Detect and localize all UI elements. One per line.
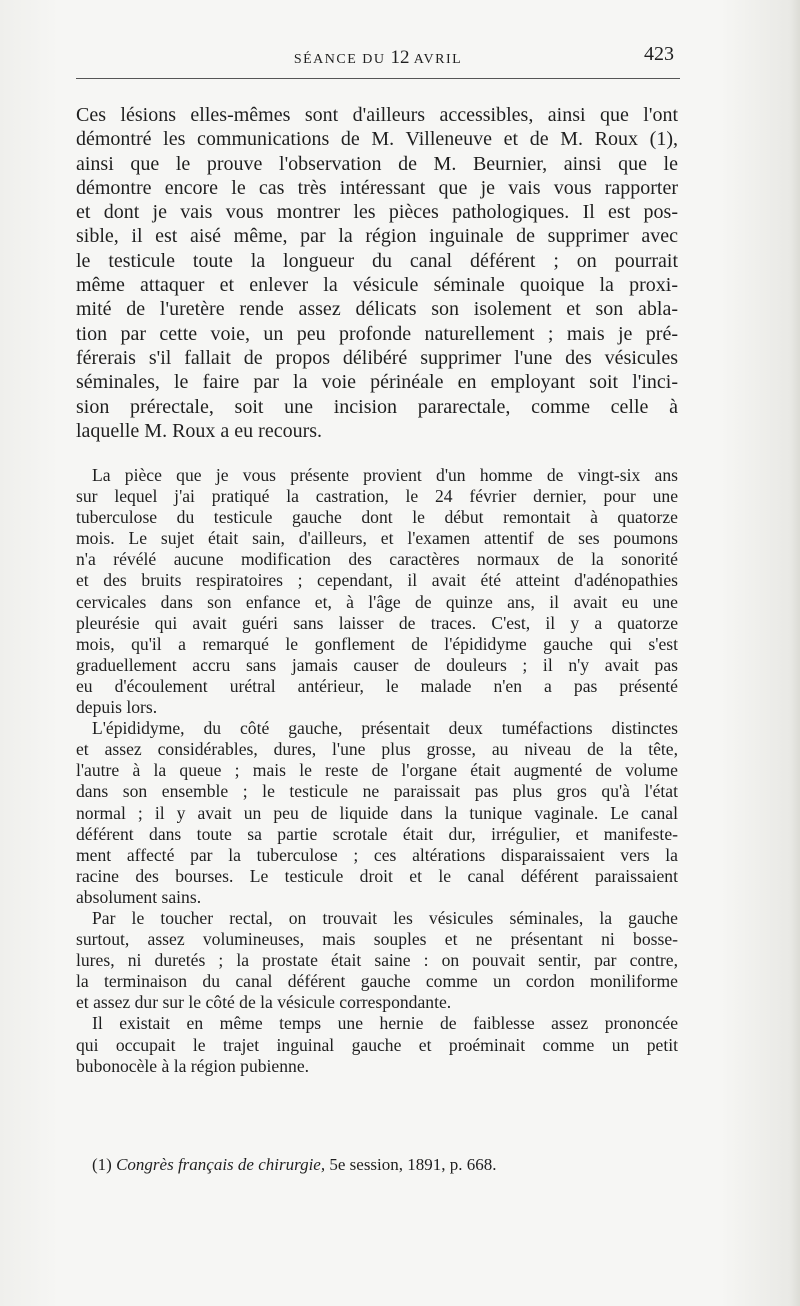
- text-line: dans son ensemble ; le testicule ne paraissait pas plus gros qu'à l'état: [76, 781, 678, 802]
- text-line: l'autre à la queue ; mais le reste de l'organe était augmenté de volume: [76, 760, 678, 781]
- text-line: sible, il est aisé même, par la région inguinale de supprimer avec: [76, 225, 678, 248]
- text-line: sion prérectale, soit une incision pararectale, comme celle à: [76, 395, 678, 418]
- text-line: L'épididyme, du côté gauche, présentait deux tuméfactions distinctes: [92, 718, 678, 739]
- text-line: normal ; il y avait un peu de liquide dans la tunique vaginale. Le canal: [76, 802, 678, 823]
- text-line: la terminaison du canal déférent gauche comme un cordon moniliforme: [76, 971, 678, 992]
- text-line: qui occupait le trajet inguinal gauche et proéminait comme un petit: [76, 1034, 678, 1055]
- footnote-title: Congrès français de chirurgie,: [116, 1155, 326, 1174]
- text-line: absolument sains.: [76, 886, 202, 907]
- text-line: et dont je vais vous montrer les pièces pathologiques. Il est pos-: [76, 201, 678, 224]
- footnote-line: [76, 1154, 678, 1176]
- text-line: même attaquer et enlever la vésicule séminale quoique la proxi-: [76, 274, 678, 297]
- header-rule: [76, 78, 680, 79]
- text-line: tion par cette voie, un peu profonde naturellement ; mais je pré-: [76, 322, 678, 345]
- text-line: Par le toucher rectal, on trouvait les vésicules séminales, la gauche: [92, 907, 678, 928]
- text-line: férerais s'il fallait de propos délibéré supprimer l'une des vésicules: [76, 346, 678, 369]
- text-line: et des bruits respiratoires ; cependant, il avait été atteint d'adénopathies: [76, 570, 678, 591]
- text-line: laquelle M. Roux a eu recours.: [76, 419, 323, 442]
- footnote-detail: 5e session, 1891, p. 668.: [329, 1155, 497, 1174]
- text-line: mois, qu'il a remarqué le gonflement de l'épididyme gauche qui s'est: [76, 633, 678, 654]
- text-line: démontre encore le cas très intéressant que je vais vous rapporter: [76, 176, 678, 199]
- text-line: Il existait en même temps une hernie de faiblesse assez prononcée: [92, 1013, 678, 1034]
- text-line: depuis lors.: [76, 697, 158, 718]
- text-line: surtout, assez volumineuses, mais souples et ne présentant ni bosse-: [76, 929, 678, 950]
- text-line: lures, ni duretés ; la prostate était saine : on pouvait sentir, par contre,: [76, 950, 678, 971]
- running-head-prefix: SÉANCE DU: [293, 52, 386, 67]
- running-head-suffix: AVRIL: [413, 52, 463, 67]
- text-line: ainsi que le prouve l'observation de M. Beurnier, ainsi que le: [76, 152, 678, 175]
- running-head-day: 12: [390, 47, 410, 68]
- text-line: mois. Le sujet était sain, d'ailleurs, et l'examen attentif de ses poumons: [76, 528, 678, 549]
- text-line: déférent dans toute sa partie scrotale était dur, irrégulier, et manifeste-: [76, 823, 678, 844]
- text-line: La pièce que je vous présente provient d'un homme de vingt-six ans: [92, 465, 678, 485]
- text-line: et assez dur sur le côté de la vésicule correspondante.: [76, 992, 452, 1013]
- text-line: bubonocèle à la région pubienne.: [76, 1055, 310, 1076]
- text-line: mité de l'uretère rende assez délicats son isolement et son abla-: [76, 298, 678, 321]
- text-line: pleurésie qui avait guéri sans laisser de traces. C'est, il y a quatorze: [76, 612, 678, 633]
- text-line: graduellement accru sans jamais causer de douleurs ; il n'y avait pas: [76, 654, 678, 675]
- text-line: sur lequel j'ai pratiqué la castration, le 24 février dernier, pour une: [76, 486, 678, 507]
- text-line: cervicales dans son enfance et, à l'âge de quinze ans, il avait eu une: [76, 591, 678, 612]
- text-line: racine des bourses. Le testicule droit et le canal déférent paraissaient: [76, 865, 678, 886]
- text-line: démontré les communications de M. Villeneuve et de M. Roux (1),: [76, 128, 678, 151]
- text-line: séminales, le faire par la voie périnéale en employant soit l'inci-: [76, 371, 678, 394]
- text-line: ment affecté par la tuberculose ; ces altérations disparaissaient vers la: [76, 844, 678, 865]
- footnote-marker: (1): [92, 1155, 112, 1174]
- page-header: [76, 43, 680, 77]
- text-line: eu d'écoulement urétral antérieur, le malade n'en a pas présenté: [76, 675, 678, 696]
- text-line: tuberculose du testicule gauche dont le début remontait à quatorze: [76, 507, 678, 528]
- text-line: n'a révélé aucune modification des caractères normaux de la sonorité: [76, 549, 678, 570]
- text-line: le testicule toute la longueur du canal déférent ; on pourrait: [76, 249, 678, 272]
- case-report: [76, 465, 678, 1077]
- text-line: Ces lésions elles-mêmes sont d'ailleurs accessibles, ainsi que l'ont: [76, 104, 678, 126]
- intro-paragraph: [76, 103, 678, 443]
- text-line: et assez considérables, dures, l'une plus grosse, au niveau de la tête,: [76, 739, 678, 760]
- footnote: [76, 1154, 678, 1176]
- page-number: 423: [644, 43, 674, 65]
- running-head: [76, 47, 680, 69]
